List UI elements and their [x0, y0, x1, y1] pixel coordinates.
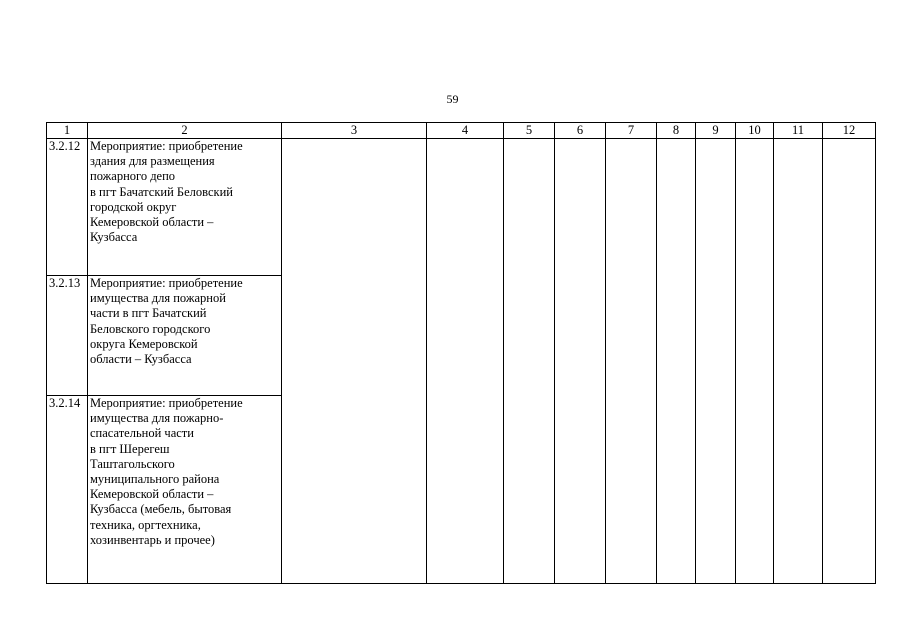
table-row — [47, 139, 876, 276]
row-title — [88, 396, 282, 584]
empty-cell — [774, 139, 823, 584]
empty-cell — [282, 139, 427, 584]
row-title-text: Мероприятие: приобретение имущества для пожарной части в пгт Бачатский Беловского городского округа Кемеровской области – Кузбасса — [90, 276, 243, 367]
column-header: 3 — [282, 123, 427, 139]
column-header: 4 — [427, 123, 504, 139]
row-title-text: Мероприятие: приобретение здания для размещения пожарного депо в пгт Бачатский Беловский городской округ Кемеровской области – Кузбасса — [90, 139, 243, 245]
column-header: 10 — [736, 123, 774, 139]
empty-cell — [696, 139, 736, 584]
column-header: 12 — [823, 123, 876, 139]
column-header: 2 — [88, 123, 282, 139]
row-title — [88, 276, 282, 396]
row-title-text: Мероприятие: приобретение имущества для пожарно- спасательной части в пгт Шерегеш Таштагольского муниципального района Кемеровской области – Кузбасса (мебель, бытовая техника, оргтехника, хозинвентарь и прочее) — [90, 396, 243, 547]
column-header: 7 — [606, 123, 657, 139]
header-row — [47, 123, 876, 139]
empty-cell — [657, 139, 696, 584]
row-code: 3.2.13 — [47, 276, 88, 396]
column-header: 1 — [47, 123, 88, 139]
column-header: 5 — [504, 123, 555, 139]
empty-cell — [427, 139, 504, 584]
column-header: 8 — [657, 123, 696, 139]
row-code: 3.2.14 — [47, 396, 88, 584]
column-header: 11 — [774, 123, 823, 139]
empty-cell — [504, 139, 555, 584]
column-header: 9 — [696, 123, 736, 139]
program-table — [46, 122, 876, 584]
empty-cell — [606, 139, 657, 584]
column-header: 6 — [555, 123, 606, 139]
empty-cell — [555, 139, 606, 584]
empty-cell — [736, 139, 774, 584]
page-number: 59 — [446, 92, 459, 106]
row-code: 3.2.12 — [47, 139, 88, 276]
row-title — [88, 139, 282, 276]
empty-cell — [823, 139, 876, 584]
